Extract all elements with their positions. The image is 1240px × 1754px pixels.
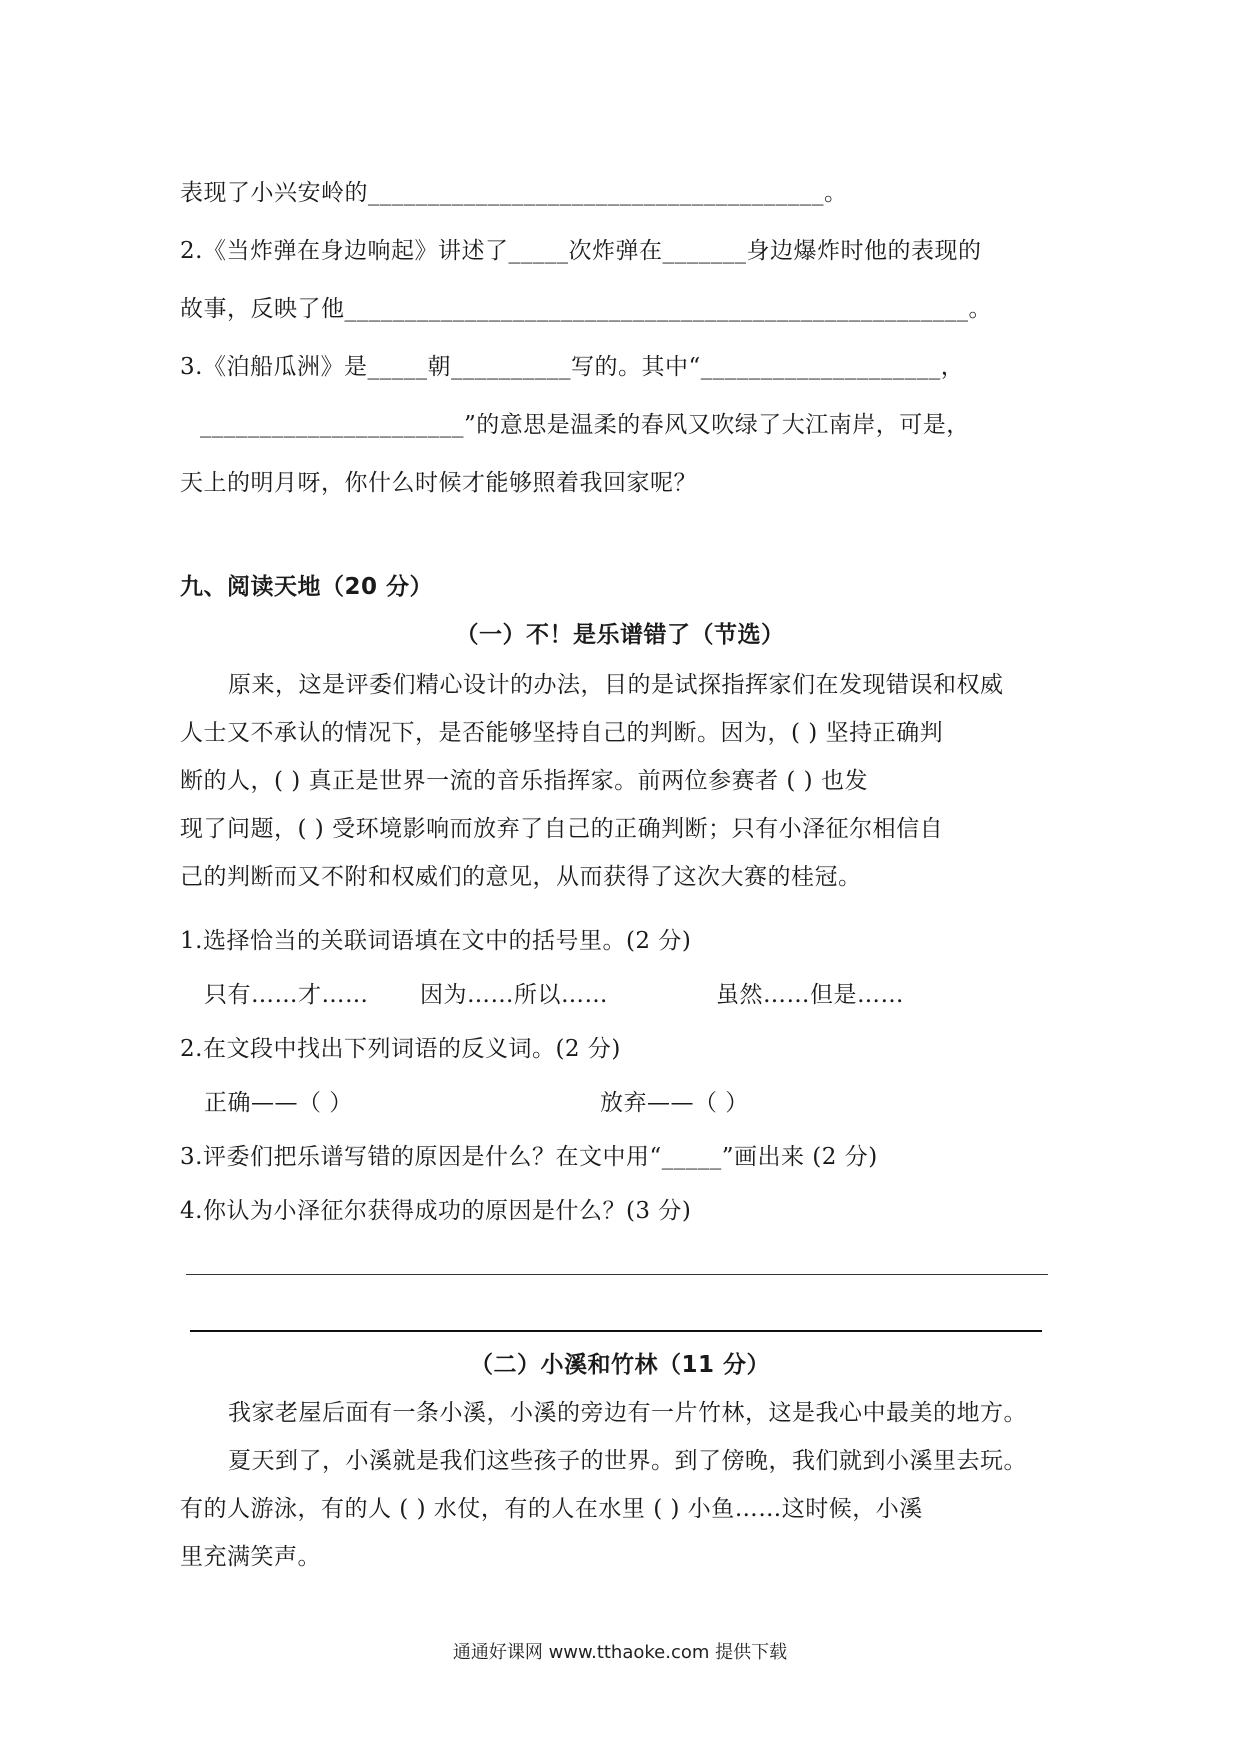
- question-1: 1.选择恰当的关联词语填在文中的括号里。(2 分): [180, 928, 692, 954]
- option-3: 虽然……但是……: [716, 982, 904, 1008]
- fill-question-3: 3.《泊船瓜洲》是_____朝__________写的。其中“____________________，: [180, 354, 965, 380]
- answer-line: [190, 1330, 1042, 1332]
- section-heading: 九、阅读天地（20 分）: [180, 574, 434, 600]
- option-1: 只有……才……: [204, 982, 369, 1008]
- page-footer: 通通好课网 www.tthaoke.com 提供下载: [452, 1642, 788, 1663]
- fill-line-3: 故事，反映了他____________________________________________________。: [180, 296, 992, 322]
- fill-line-6: 天上的明月呀，你什么时候才能够照着我回家呢？: [180, 470, 697, 496]
- passage-2-line: 夏天到了，小溪就是我们这些孩子的世界。到了傍晚，我们就到小溪里去玩。: [228, 1448, 1027, 1474]
- passage-2-line: 我家老屋后面有一条小溪，小溪的旁边有一片竹林，这是我心中最美的地方。: [228, 1400, 1027, 1426]
- fill-line-1: 表现了小兴安岭的______________________________________。: [180, 180, 848, 206]
- passage-2-line: 有的人游泳，有的人 ( ) 水仗，有的人在水里 ( ) 小鱼……这时候，小溪: [180, 1496, 923, 1522]
- passage-1-line: 断的人，( ) 真正是世界一流的音乐指挥家。前两位参赛者 ( ) 也发: [180, 768, 868, 794]
- question-4: 4.你认为小泽征尔获得成功的原因是什么？(3 分): [180, 1198, 692, 1224]
- passage-1-line: 现了问题，( ) 受环境影响而放弃了自己的正确判断；只有小泽征尔相信自: [180, 816, 944, 842]
- answer-line: [186, 1274, 1048, 1275]
- passage-1-line: 原来，这是评委们精心设计的办法，目的是试探指挥家们在发现错误和权威: [228, 672, 1004, 698]
- antonym-item-2: 放弃——（ ）: [600, 1090, 749, 1116]
- passage-2-line: 里充满笑声。: [180, 1544, 321, 1570]
- passage-1-title: （一）不！是乐谱错了（节选）: [455, 622, 785, 648]
- passage-1-line: 己的判断而又不附和权威们的意见，从而获得了这次大赛的桂冠。: [180, 864, 862, 890]
- question-3: 3.评委们把乐谱写错的原因是什么？在文中用“_____”画出来 (2 分): [180, 1144, 878, 1170]
- question-2: 2.在文段中找出下列词语的反义词。(2 分): [180, 1036, 621, 1062]
- fill-line-5: ______________________”的意思是温柔的春风又吹绿了大江南岸，可是，: [200, 412, 970, 438]
- passage-2-title: （二）小溪和竹林（11 分）: [469, 1352, 770, 1378]
- passage-1-line: 人士又不承认的情况下，是否能够坚持自己的判断。因为，( ) 坚持正确判: [180, 720, 944, 746]
- fill-question-2: 2.《当炸弹在身边响起》讲述了_____次炸弹在_______身边爆炸时他的表现的: [180, 238, 982, 264]
- antonym-item-1: 正确——（ ）: [204, 1090, 353, 1116]
- option-2: 因为……所以……: [420, 982, 608, 1008]
